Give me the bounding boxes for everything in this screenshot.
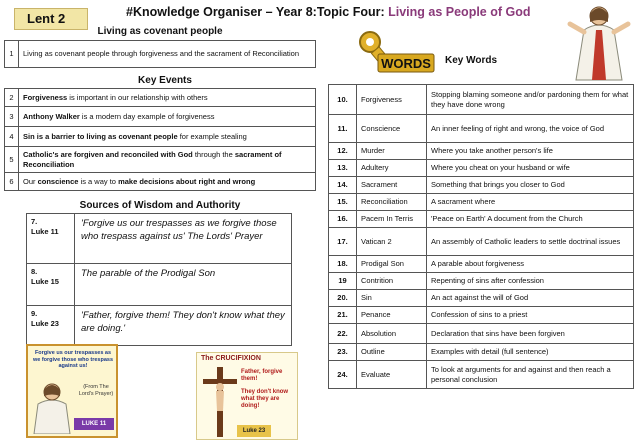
source-quote: The parable of the Prodigal Son <box>75 264 292 306</box>
table-row <box>5 89 316 107</box>
table-row <box>5 173 316 191</box>
words-banner: WORDS <box>381 56 431 71</box>
key-icon <box>356 28 436 76</box>
table-row: 21. Penance Confession of sins to a priest <box>329 307 634 324</box>
row-text: Forgiveness is important in our relationship with others <box>19 89 316 107</box>
source-quote: 'Forgive us our trespasses as we forgive those who trespass against us' The Lords' Prayer <box>75 214 292 264</box>
row-number: 3 <box>5 107 19 127</box>
luke11-card-sub: (From The Lord's Prayer) <box>78 384 114 397</box>
title-highlight: Living as People of God <box>388 5 531 19</box>
table-row <box>5 41 316 68</box>
table-row: 16. Pacem In Terris 'Peace on Earth' A document from the Church <box>329 211 634 228</box>
table-row: 12. Murder Where you take another person's life <box>329 143 634 160</box>
table-row: 10. Forgiveness Stopping blaming someone and/or pardoning them for what they have done wrong <box>329 85 634 115</box>
row-text: Living as covenant people through forgiveness and the sacrament of Reconciliation <box>19 41 316 68</box>
luke11-card-label: LUKE 11 <box>74 418 114 430</box>
table-row: 11. Conscience An inner feeling of right and wrong, the voice of God <box>329 115 634 143</box>
table-row: 14. Sacrament Something that brings you closer to God <box>329 177 634 194</box>
sources-heading: Sources of Wisdom and Authority <box>79 200 241 211</box>
table-row <box>27 306 292 346</box>
table-row: 22. Absolution Declaration that sins have been forgiven <box>329 324 634 344</box>
source-reference: 7. Luke 11 <box>27 214 75 264</box>
source-reference: 8. Luke 15 <box>27 264 75 306</box>
row-number: 4 <box>5 127 19 147</box>
table-row <box>27 264 292 306</box>
events-heading: Key Events <box>138 75 192 86</box>
covenant-heading: Living as covenant people <box>97 26 223 37</box>
keywords-heading: Key Words <box>444 55 498 66</box>
source-reference: 9. Luke 23 <box>27 306 75 346</box>
covenant-table <box>4 40 316 68</box>
row-text: Catholic's are forgiven and reconciled with God through the sacrament of Reconciliation <box>19 147 316 173</box>
table-row: 18. Prodigal Son A parable about forgiveness <box>329 256 634 273</box>
table-row: 24. Evaluate To look at arguments for and against and then reach a personal conclusion <box>329 361 634 389</box>
table-row: 15. Reconciliation A sacrament where <box>329 194 634 211</box>
sources-table <box>26 213 292 346</box>
table-row: 17. Vatican 2 An assembly of Catholic leaders to settle doctrinal issues <box>329 228 634 256</box>
events-table <box>4 88 316 191</box>
row-number: 2 <box>5 89 19 107</box>
praying-jesus-icon <box>32 380 72 434</box>
crucifixion-illustration <box>196 352 298 440</box>
jesus-figure-icon <box>566 0 632 82</box>
crucifixion-text-2: They don't know what they are doing! <box>241 389 289 410</box>
cross-icon <box>201 367 239 437</box>
row-number: 5 <box>5 147 19 173</box>
crucifixion-text-1: Father, forgive them! <box>241 369 283 383</box>
page-title <box>126 5 531 19</box>
luke11-illustration <box>26 344 118 438</box>
source-quote: 'Father, forgive them! They don't know what they are doing.' <box>75 306 292 346</box>
table-row <box>27 214 292 264</box>
table-row: 13. Adultery Where you cheat on your husband or wife <box>329 160 634 177</box>
keywords-table <box>328 84 634 389</box>
row-text: Our conscience is a way to make decisions about right and wrong <box>19 173 316 191</box>
luke11-card-text: Forgive us our trespasses as we forgive those who trespass against us! <box>32 350 114 370</box>
crucifixion-label: Luke 23 <box>237 425 271 437</box>
lent-label: Lent 2 <box>14 8 88 30</box>
row-number: 6 <box>5 173 19 191</box>
title-main: #Knowledge Organiser – Year 8:Topic Four: <box>126 5 389 19</box>
table-row: 19 Contrition Repenting of sins after confession <box>329 273 634 290</box>
table-row <box>5 127 316 147</box>
table-row <box>5 107 316 127</box>
table-row: 20. Sin An act against the will of God <box>329 290 634 307</box>
table-row: 23. Outline Examples with detail (full sentence) <box>329 344 634 361</box>
table-row <box>5 147 316 173</box>
crucifixion-title: The CRUCIFIXION <box>201 355 261 362</box>
row-text: Anthony Walker is a modern day example of forgiveness <box>19 107 316 127</box>
row-text: Sin is a barrier to living as covenant people for example stealing <box>19 127 316 147</box>
row-number: 1 <box>5 41 19 68</box>
